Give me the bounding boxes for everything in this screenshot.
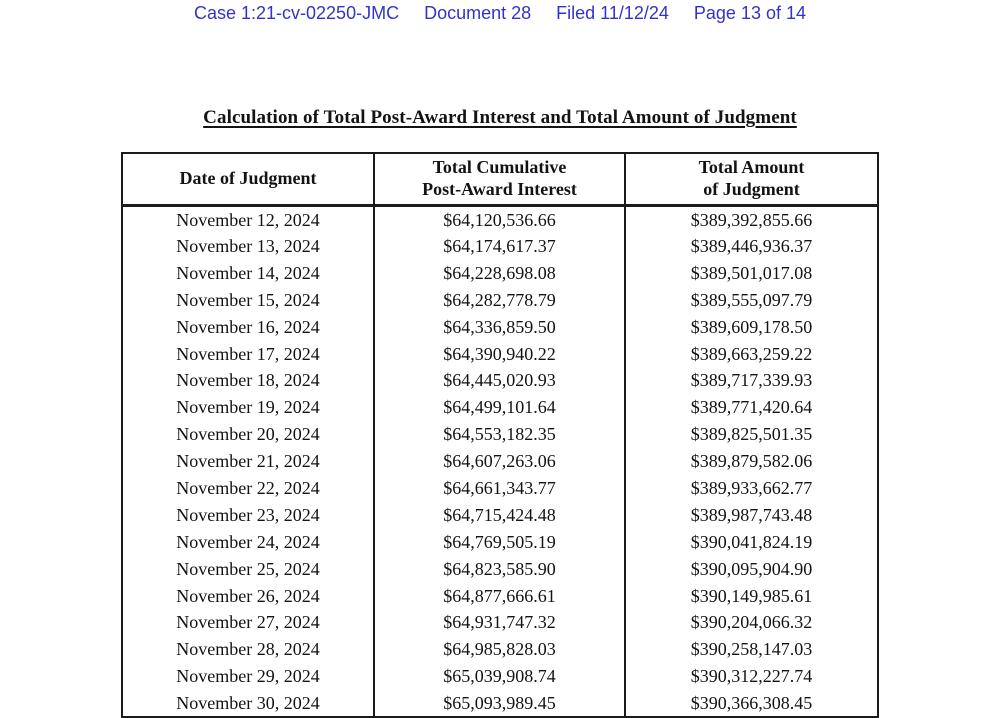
cell-date-of-judgment: November 26, 2024	[176, 585, 320, 606]
table-row	[122, 636, 878, 663]
cell-post-award-interest: $64,823,585.90	[374, 555, 625, 582]
table-row	[122, 609, 878, 636]
table-row	[122, 286, 878, 313]
cell-total-judgment: $389,663,259.22	[625, 340, 878, 367]
cell-date-of-judgment: November 13, 2024	[176, 236, 320, 257]
cell-post-award-interest: $64,228,698.08	[374, 259, 625, 286]
cell-post-award-interest: $64,499,101.64	[374, 394, 625, 421]
cell-total-judgment: $389,879,582.06	[625, 448, 878, 475]
cell-post-award-interest: $64,931,747.32	[374, 609, 625, 636]
header-total-cumulative-post-award-interest	[374, 153, 625, 206]
stamp-page-number: Page 13 of 14	[693, 3, 806, 23]
cell-date-of-judgment: November 23, 2024	[176, 504, 320, 525]
cell-total-judgment: $390,312,227.74	[625, 663, 878, 690]
header-line: Total Amount	[698, 157, 805, 177]
table-row	[122, 663, 878, 690]
cell-total-judgment: $389,555,097.79	[625, 286, 878, 313]
cell-total-judgment: $390,204,066.32	[625, 609, 878, 636]
cell-date-of-judgment: November 22, 2024	[176, 478, 320, 499]
cell-date-of-judgment: November 28, 2024	[176, 639, 320, 660]
cell-total-judgment: $389,987,743.48	[625, 501, 878, 528]
cell-post-award-interest: $64,120,536.66	[374, 206, 625, 233]
table-row	[122, 313, 878, 340]
cell-post-award-interest: $64,553,182.35	[374, 421, 625, 448]
header-line: Date of Judgment	[179, 167, 317, 188]
table-body	[122, 206, 878, 717]
cell-post-award-interest: $65,093,989.45	[374, 690, 625, 717]
table-row	[122, 367, 878, 394]
page-title: Calculation of Total Post-Award Interest and Total Amount of Judgment	[203, 107, 797, 128]
cell-post-award-interest: $64,769,505.19	[374, 528, 625, 555]
cell-date-of-judgment: November 18, 2024	[176, 370, 320, 391]
header-date-of-judgment	[122, 153, 374, 206]
cell-date-of-judgment: November 14, 2024	[176, 262, 320, 283]
table-row	[122, 582, 878, 609]
cell-date-of-judgment: November 17, 2024	[176, 343, 320, 364]
cell-total-judgment: $390,095,904.90	[625, 555, 878, 582]
cell-post-award-interest: $64,282,778.79	[374, 286, 625, 313]
table-row	[122, 555, 878, 582]
cell-post-award-interest: $64,336,859.50	[374, 313, 625, 340]
cell-post-award-interest: $64,985,828.03	[374, 636, 625, 663]
cell-date-of-judgment: November 24, 2024	[176, 531, 320, 552]
cell-total-judgment: $389,933,662.77	[625, 475, 878, 502]
cell-date-of-judgment: November 27, 2024	[176, 612, 320, 633]
table-header-row	[122, 153, 878, 206]
header-line: Post-Award Interest	[422, 178, 577, 199]
cell-total-judgment: $390,149,985.61	[625, 582, 878, 609]
cell-total-judgment: $390,366,308.45	[625, 690, 878, 717]
cell-post-award-interest: $64,877,666.61	[374, 582, 625, 609]
stamp-document-number: Document 28	[424, 3, 532, 23]
table-row	[122, 394, 878, 421]
cell-post-award-interest: $64,174,617.37	[374, 233, 625, 260]
header-line: of Judgment	[703, 178, 800, 199]
cell-date-of-judgment: November 20, 2024	[176, 424, 320, 445]
cell-total-judgment: $389,825,501.35	[625, 421, 878, 448]
header-total-amount-of-judgment	[625, 153, 878, 206]
table-row	[122, 421, 878, 448]
cell-total-judgment: $389,609,178.50	[625, 313, 878, 340]
table-row	[122, 690, 878, 717]
table-row	[122, 233, 878, 260]
cell-post-award-interest: $64,390,940.22	[374, 340, 625, 367]
cell-post-award-interest: $65,039,908.74	[374, 663, 625, 690]
judgment-table	[121, 152, 879, 718]
cell-date-of-judgment: November 29, 2024	[176, 666, 320, 687]
stamp-case-number: Case 1:21-cv-02250-JMC	[193, 3, 400, 23]
table-row	[122, 501, 878, 528]
stamp-filed-date: Filed 11/12/24	[556, 3, 669, 23]
cell-date-of-judgment: November 25, 2024	[176, 558, 320, 579]
cell-date-of-judgment: November 12, 2024	[176, 209, 320, 230]
cell-date-of-judgment: November 19, 2024	[176, 397, 320, 418]
cell-total-judgment: $390,258,147.03	[625, 636, 878, 663]
cell-date-of-judgment: November 21, 2024	[176, 451, 320, 472]
cell-total-judgment: $389,501,017.08	[625, 259, 878, 286]
table-row	[122, 475, 878, 502]
cell-total-judgment: $389,717,339.93	[625, 367, 878, 394]
table-row	[122, 448, 878, 475]
header-line: Total Cumulative	[432, 157, 567, 177]
table-row	[122, 259, 878, 286]
cell-post-award-interest: $64,715,424.48	[374, 501, 625, 528]
table-row	[122, 528, 878, 555]
ecf-stamp	[0, 3, 1000, 24]
cell-total-judgment: $390,041,824.19	[625, 528, 878, 555]
cell-post-award-interest: $64,661,343.77	[374, 475, 625, 502]
cell-date-of-judgment: November 15, 2024	[176, 289, 320, 310]
cell-total-judgment: $389,446,936.37	[625, 233, 878, 260]
table-row	[122, 206, 878, 233]
cell-date-of-judgment: November 30, 2024	[176, 692, 320, 713]
table-row	[122, 340, 878, 367]
cell-post-award-interest: $64,607,263.06	[374, 448, 625, 475]
cell-date-of-judgment: November 16, 2024	[176, 316, 320, 337]
cell-total-judgment: $389,392,855.66	[625, 206, 878, 233]
cell-total-judgment: $389,771,420.64	[625, 394, 878, 421]
cell-post-award-interest: $64,445,020.93	[374, 367, 625, 394]
